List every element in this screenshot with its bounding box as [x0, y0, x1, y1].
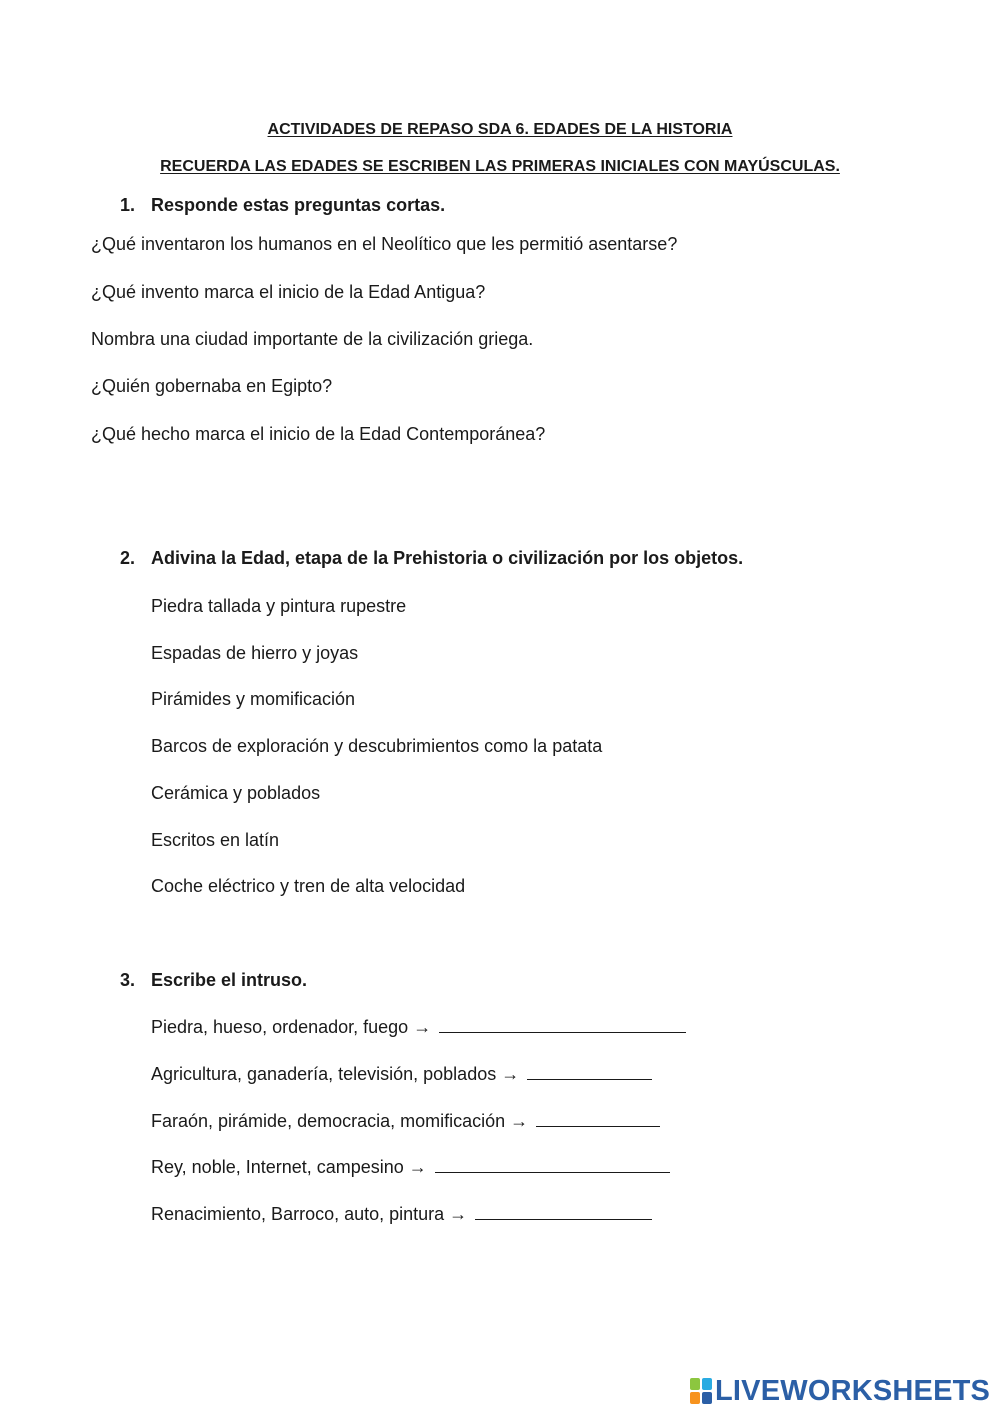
object-item-6: Escritos en latín: [151, 830, 280, 850]
intruder-item-5: [151, 1203, 652, 1225]
intruder-item-3: [151, 1110, 660, 1132]
section-2-number: 2.: [120, 548, 136, 568]
intruder-answer-blank-2[interactable]: [527, 1063, 652, 1080]
intruder-item-2-text: Agricultura, ganadería, televisión, poblados →: [151, 1064, 520, 1084]
liveworksheets-logo: [690, 1374, 990, 1408]
object-item-2: Espadas de hierro y joyas: [151, 643, 359, 663]
section-1-title: Responde estas preguntas cortas.: [151, 195, 446, 215]
intruder-answer-blank-5[interactable]: [475, 1203, 652, 1220]
intruder-item-3-text: Faraón, pirámide, democracia, momificación →: [151, 1111, 529, 1131]
question-5: ¿Qué hecho marca el inicio de la Edad Contemporánea?: [91, 424, 546, 444]
intruder-item-1: [151, 1016, 686, 1038]
section-3-title: Escribe el intruso.: [151, 970, 308, 990]
intruder-item-1-text: Piedra, hueso, ordenador, fuego →: [151, 1017, 432, 1037]
object-item-1: Piedra tallada y pintura rupestre: [151, 596, 407, 616]
intruder-answer-blank-3[interactable]: [536, 1110, 660, 1127]
intruder-item-5-text: Renacimiento, Barroco, auto, pintura →: [151, 1204, 468, 1224]
liveworksheets-logo-icon: [690, 1378, 712, 1404]
section-3-heading: [120, 970, 307, 991]
intruder-answer-blank-4[interactable]: [435, 1156, 670, 1173]
worksheet-title: ACTIVIDADES DE REPASO SDA 6. EDADES DE LA HISTORIA: [267, 121, 733, 138]
question-3: Nombra una ciudad importante de la civilización griega.: [91, 329, 534, 349]
section-1-number: 1.: [120, 195, 136, 215]
question-4: ¿Quién gobernaba en Egipto?: [91, 376, 333, 396]
intruder-item-2: [151, 1063, 652, 1085]
object-item-7: Coche eléctrico y tren de alta velocidad: [151, 876, 466, 896]
intruder-item-4-text: Rey, noble, Internet, campesino →: [151, 1157, 427, 1177]
liveworksheets-logo-text: LIVEWORKSHEETS: [715, 1374, 991, 1407]
object-item-4: Barcos de exploración y descubrimientos como la patata: [151, 736, 603, 756]
intruder-item-4: [151, 1156, 670, 1178]
section-3-number: 3.: [120, 970, 136, 990]
question-1: ¿Qué inventaron los humanos en el Neolítico que les permitió asentarse?: [91, 234, 678, 254]
object-item-5: Cerámica y poblados: [151, 783, 321, 803]
section-2-heading: [120, 548, 743, 569]
capitalization-reminder: RECUERDA LAS EDADES SE ESCRIBEN LAS PRIMERAS INICIALES CON MAYÚSCULAS.: [160, 158, 840, 175]
question-2: ¿Qué invento marca el inicio de la Edad Antigua?: [91, 282, 486, 302]
section-2-title: Adivina la Edad, etapa de la Prehistoria o civilización por los objetos.: [151, 548, 744, 568]
intruder-answer-blank-1[interactable]: [439, 1016, 686, 1033]
object-item-3: Pirámides y momificación: [151, 689, 356, 709]
section-1-heading: [120, 195, 445, 216]
